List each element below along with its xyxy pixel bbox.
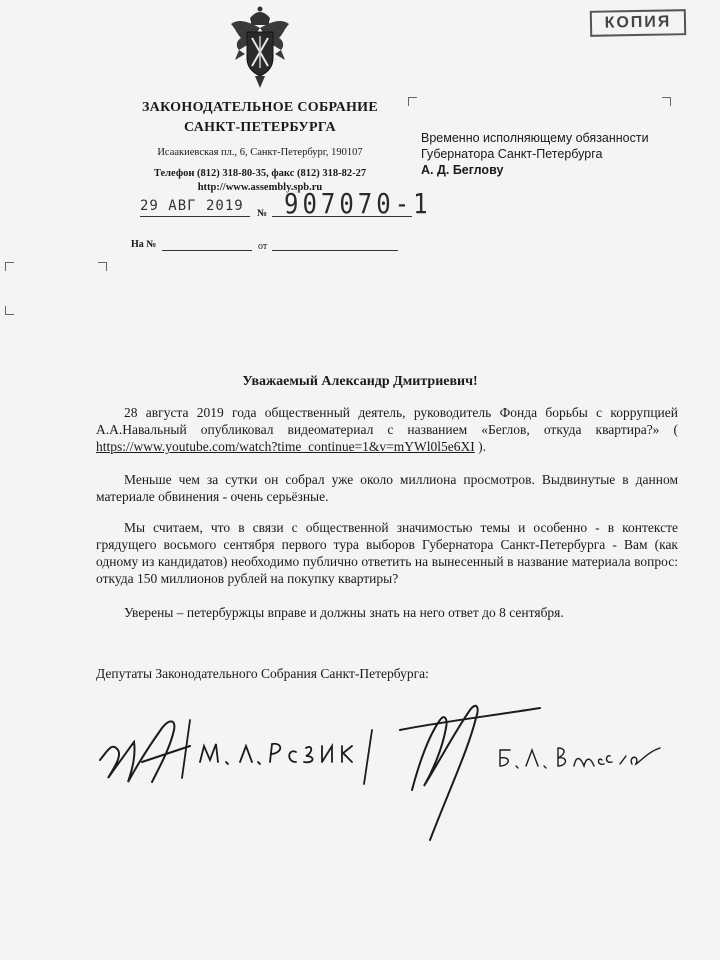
signature-vishnevsky-name [500, 748, 660, 768]
paragraph-2 [96, 471, 678, 505]
registration-date-stamp: 29 АВГ 2019 [140, 198, 244, 214]
number-label: № [257, 208, 268, 219]
paragraph-2-text: Меньше чем за сутки он собрал уже около миллиона просмотров. Выдвинутые в данном материале обвинения - очень серьёзные. [96, 472, 678, 504]
reply-to-number-label: На № [131, 239, 157, 250]
paragraph-1 [96, 404, 678, 455]
reply-to-date-label: от [258, 241, 268, 252]
paragraph-4-text: Уверены – петербуржцы вправе и должны знать на него ответ до 8 сентября. [124, 605, 564, 620]
addressee-block [421, 130, 711, 178]
copy-stamp: КОПИЯ [590, 9, 686, 37]
organization-website: http://www.assembly.spb.ru [197, 182, 323, 193]
addressee-line2: Губернатора Санкт-Петербурга [421, 147, 603, 161]
registration-number-stamp: 907070-1 [284, 187, 432, 221]
address-corner-mark [662, 97, 671, 106]
organization-name-line2: САНКТ-ПЕТЕРБУРГА [184, 120, 336, 135]
paragraph-1-end: ). [478, 439, 487, 454]
organization-name-line1: ЗАКОНОДАТЕЛЬНОЕ СОБРАНИЕ [141, 100, 379, 115]
signature-reznik-name [182, 720, 372, 784]
organization-address: Исаакиевская пл., 6, Санкт-Петербург, 190107 [157, 147, 363, 158]
signature-vishnevsky [400, 706, 540, 840]
paragraph-1-text: 28 августа 2019 года общественный деятель, руководитель Фонда борьбы с коррупцией А.А.Навальный опубликовал видеоматериал с названием «Беглов, откуда квартира?» ( [96, 405, 678, 437]
signatures-area [0, 690, 720, 890]
fold-corner-mark [98, 262, 107, 271]
date-underline [140, 216, 250, 217]
paragraph-3-text: Мы считаем, что в связи с общественной значимостью темы и особенно - в контексте грядущего восьмого сентября первого тура выборов Губернатора Санкт-Петербурга - Вам (как одному из кандидатов) необходимо публично ответить на вынесенный в название материала вопрос: откуда 150 миллионов рублей на покупку квартиры? [96, 520, 678, 586]
address-corner-mark [408, 97, 417, 106]
organization-name [110, 98, 410, 138]
addressee-name: А. Д. Беглову [421, 163, 504, 177]
coat-of-arms-emblem [225, 4, 295, 90]
fold-corner-mark [5, 262, 14, 271]
deputies-heading: Депутаты Законодательного Собрания Санкт-Петербурга: [96, 666, 429, 681]
reply-to-date-underline [272, 250, 398, 251]
organization-phones: Телефон (812) 318-80-35, факс (812) 318-82-27 [153, 168, 367, 179]
salutation: Уважаемый Александр Дмитриевич! [242, 374, 478, 389]
signature-reznik [100, 721, 190, 782]
video-link[interactable]: https://www.youtube.com/watch?time_continue=1&v=mYWl0l5e6XI [96, 439, 475, 454]
paragraph-3 [96, 519, 678, 587]
paragraph-4 [96, 604, 678, 621]
reply-to-number-underline [162, 250, 252, 251]
addressee-line1: Временно исполняющему обязанности [421, 131, 649, 145]
fold-corner-mark [5, 306, 14, 315]
